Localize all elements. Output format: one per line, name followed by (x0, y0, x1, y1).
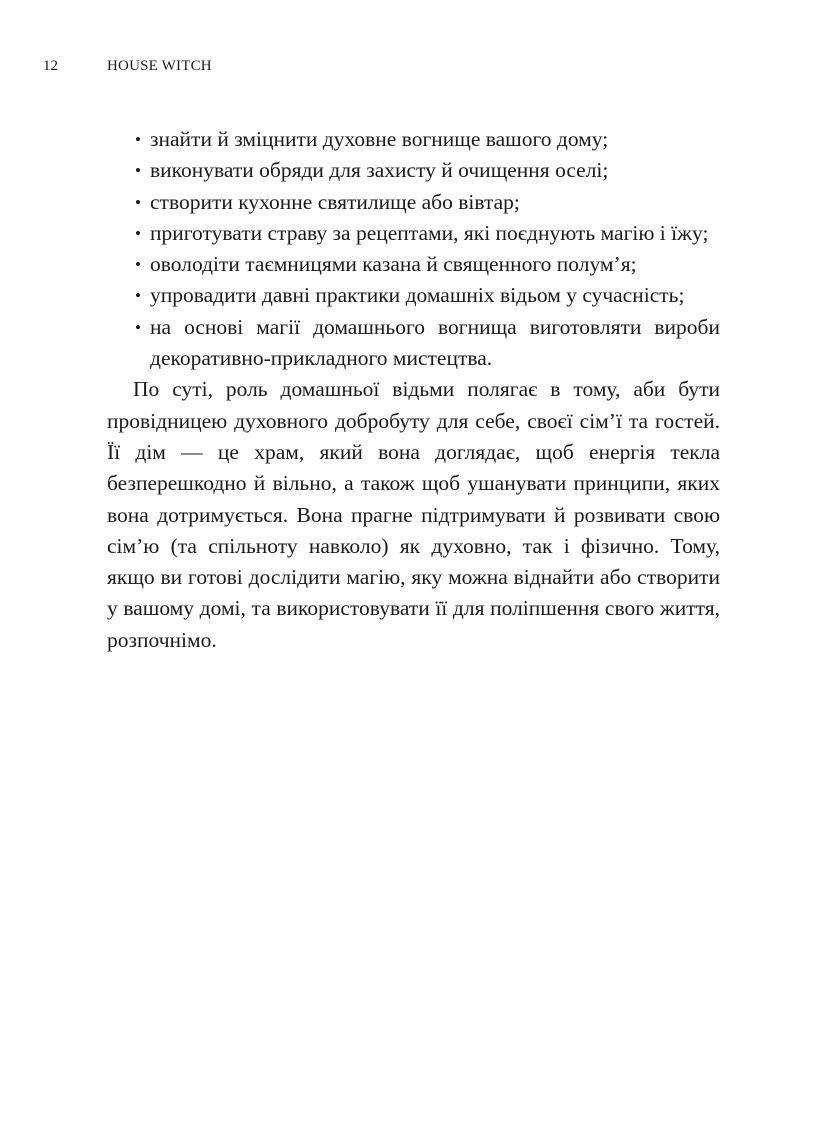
bullet-icon: • (135, 286, 141, 306)
list-item (107, 124, 720, 155)
list-item (107, 187, 720, 218)
body-paragraph: По суті, роль домашньої відьми полягає в тому, аби бути провідницею духовного добробуту для себе, своєї сім’ї та гостей. Її дім — це храм, який вона доглядає, щоб енергія текла безперешкодно й вільно, а також щоб ушанувати принципи, яких вона дотримується. Вона прагне підтримувати й розвивати свою сім’ю (та спільноту навколо) як духовно, так і фізично. Тому, якщо ви готові дослідити магію, яку можна віднайти або створити у вашому домі, та використовувати її для поліпшення свого життя, розпочнімо. (107, 377, 720, 652)
running-head (0, 56, 827, 76)
list-item (107, 249, 720, 280)
body-text (107, 124, 720, 656)
list-item-text: упровадити давні практики домашніх відьом у сучасність; (150, 283, 685, 308)
bullet-list (107, 124, 720, 374)
bullet-icon: • (135, 130, 141, 149)
list-item-text: виконувати обряди для захисту й очищення оселі; (150, 158, 609, 183)
list-item-text: знайти й зміцнити духовне вогнище вашого дому; (150, 127, 609, 151)
bullet-icon: • (135, 192, 141, 212)
list-item (107, 218, 720, 249)
list-item-text: створити кухонне святилище або вівтар; (150, 189, 520, 214)
list-item (107, 155, 720, 186)
list-item (107, 280, 720, 311)
bullet-icon: • (135, 161, 141, 181)
bullet-icon: • (135, 317, 141, 337)
list-item-text: оволодіти таємницями казана й священного полум’я; (150, 252, 637, 277)
bullet-icon: • (135, 223, 141, 243)
page-number: 12 (43, 58, 58, 74)
bullet-icon: • (135, 255, 141, 275)
list-item-text: приготувати страву за рецептами, які поєднують магію і їжу; (150, 220, 709, 245)
running-title: HOUSE WITCH (107, 58, 212, 74)
list-item (107, 312, 720, 375)
list-item-text: на основі магії домашнього вогнища виготовляти вироби декоративно-прикладного мистецтва. (150, 314, 720, 371)
